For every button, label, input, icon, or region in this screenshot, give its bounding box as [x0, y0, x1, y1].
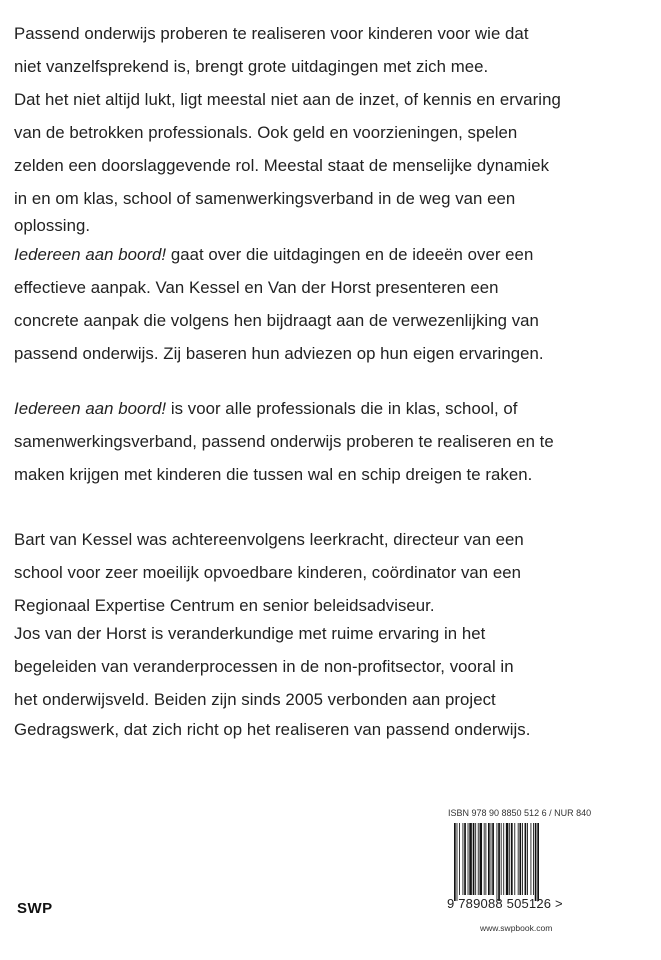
book-title-italic: Iedereen aan boord!: [14, 245, 167, 264]
body-text-line: concrete aanpak die volgens hen bijdraagt aan de verwezenlijking van: [14, 311, 539, 330]
body-text-line: Dat het niet altijd lukt, ligt meestal niet aan de inzet, of kennis en ervaring: [14, 90, 561, 109]
barcode-bar: [469, 823, 472, 895]
barcode-bar: [498, 823, 500, 901]
body-text-line: oplossing.: [14, 216, 91, 235]
body-text-line: van de betrokken professionals. Ook geld en voorzieningen, spelen: [14, 123, 518, 142]
publisher-logo: SWP: [17, 900, 53, 917]
body-text-span: gaat over die uitdagingen en de ideeën over een: [166, 245, 534, 264]
barcode-bar: [531, 823, 532, 895]
barcode: [453, 823, 571, 903]
body-text-line: effectieve aanpak. Van Kessel en Van der Horst presenteren een: [14, 278, 499, 297]
barcode-bar: [527, 823, 528, 895]
barcode-bar: [478, 823, 479, 895]
barcode-bar: [533, 823, 534, 895]
barcode-bar: [464, 823, 466, 895]
barcode-bar: [522, 823, 523, 895]
barcode-bar: [485, 823, 486, 895]
body-text-line: samenwerkingsverband, passend onderwijs proberen te realiseren en te: [14, 432, 554, 451]
isbn-nur-label: ISBN 978 90 8850 512 6 / NUR 840: [448, 808, 592, 818]
barcode-bar: [514, 823, 515, 895]
body-text-line: [14, 245, 533, 265]
body-text-span: is voor alle professionals die in klas, school, of: [166, 399, 518, 418]
body-text-line: maken krijgen met kinderen die tussen wal en schip dreigen te raken.: [14, 465, 533, 484]
barcode-bar: [503, 823, 504, 895]
barcode-bar: [497, 823, 498, 901]
body-text-line: in en om klas, school of samenwerkingsverband in de weg van een: [14, 189, 516, 208]
barcode-bar: [454, 823, 456, 901]
body-text-line: Bart van Kessel was achtereenvolgens leerkracht, directeur van een: [14, 530, 524, 549]
barcode-bar: [518, 823, 519, 895]
barcode-bar: [509, 823, 510, 895]
body-text-line: niet vanzelfsprekend is, brengt grote uitdagingen met zich mee.: [14, 57, 489, 76]
book-title-italic: Iedereen aan boord!: [14, 399, 167, 418]
barcode-bar: [519, 823, 521, 895]
barcode-bar: [459, 823, 460, 895]
body-text-line: school voor zeer moeilijk opvoedbare kinderen, coördinator van een: [14, 563, 522, 582]
barcode-bar: [525, 823, 527, 895]
barcode-bar: [468, 823, 469, 895]
barcode-bar: [488, 823, 490, 895]
body-text-line: Passend onderwijs proberen te realiseren voor kinderen voor wie dat: [14, 24, 529, 43]
website-url: www.swpbook.com: [480, 923, 553, 933]
barcode-bar: [463, 823, 464, 895]
barcode-digits: 9 789088 505126 >: [447, 896, 563, 911]
body-text-line: Gedragswerk, dat zich richt op het realiseren van passend onderwijs.: [14, 720, 531, 739]
body-text-line: Regionaal Expertise Centrum en senior beleidsadviseur.: [14, 596, 435, 615]
barcode-bar: [492, 823, 494, 895]
barcode-bar: [501, 823, 502, 895]
barcode-bar: [535, 823, 537, 901]
barcode-bar: [475, 823, 476, 895]
body-text-line: Jos van der Horst is veranderkundige met ruime ervaring in het: [14, 624, 486, 643]
body-text-line: [14, 399, 518, 419]
body-text-line: het onderwijsveld. Beiden zijn sinds 2005 verbonden aan project: [14, 690, 496, 709]
barcode-bar: [484, 823, 485, 895]
barcode-bar: [506, 823, 509, 895]
barcode-bar: [491, 823, 492, 895]
barcode-bar: [537, 823, 539, 901]
body-text-line: begeleiden van veranderprocessen in de non-profitsector, vooral in: [14, 657, 514, 676]
body-text-line: passend onderwijs. Zij baseren hun adviezen op hun eigen ervaringen.: [14, 344, 544, 363]
barcode-bar: [511, 823, 513, 895]
barcode-bar: [480, 823, 483, 895]
barcode-bar: [473, 823, 475, 895]
barcode-graphic: [453, 823, 571, 903]
body-text-line: zelden een doorslaggevende rol. Meestal staat de menselijke dynamiek: [14, 156, 550, 175]
barcode-bar: [457, 823, 458, 901]
